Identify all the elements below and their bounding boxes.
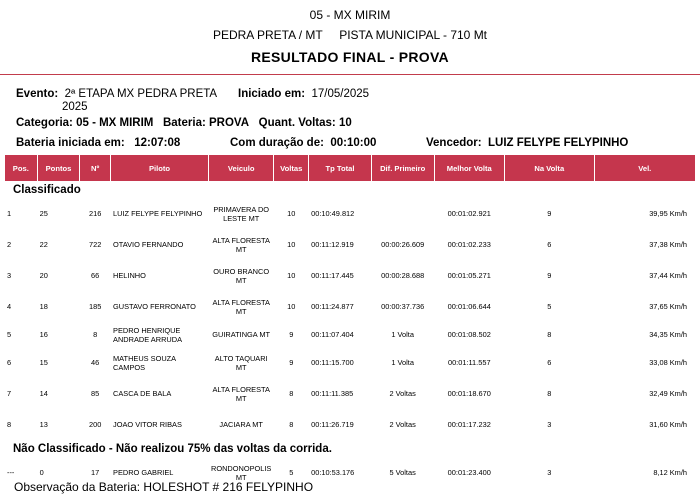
- table-cell: 37,38 Km/h: [649, 240, 687, 249]
- table-cell: 8: [7, 420, 12, 429]
- table-cell: 66: [91, 271, 100, 280]
- table-cell: 18: [39, 302, 48, 311]
- table-cell: OTAVIO FERNANDO: [113, 240, 184, 249]
- voltas-label: Quant. Voltas:: [258, 117, 336, 129]
- column-header: Vel.: [595, 155, 696, 181]
- vencedor-value: LUIZ FELYPE FELYPINHO: [488, 137, 629, 149]
- table-cell: 00:01:06.644: [447, 302, 491, 311]
- table-cell: 00:00:28.688: [381, 271, 425, 280]
- table-cell: 00:00:26.609: [381, 240, 425, 249]
- table-cell: 8: [547, 389, 552, 398]
- table-cell: 00:01:05.271: [447, 271, 491, 280]
- column-header: Dif. Primeiro: [372, 155, 434, 181]
- table-cell: 4: [7, 302, 12, 311]
- table-cell: 8,12 Km/h: [653, 468, 687, 477]
- table-cell: MATHEUS SOUZA CAMPOS: [113, 353, 176, 372]
- table-cell: 39,95 Km/h: [649, 209, 687, 218]
- evento-field: [16, 88, 217, 100]
- column-header: Pos.: [5, 155, 37, 181]
- table-cell: 33,08 Km/h: [649, 358, 687, 367]
- column-header: Na Volta: [505, 155, 593, 181]
- table-cell: 8: [289, 420, 294, 429]
- duracao-label: Com duração de:: [230, 137, 324, 149]
- table-row: [5, 322, 695, 347]
- table-cell: 8: [289, 389, 294, 398]
- table-cell: 2: [7, 240, 12, 249]
- table-cell: 5: [7, 330, 12, 339]
- table-cell: 20: [39, 271, 48, 280]
- bateria-value: PROVA: [209, 117, 250, 129]
- categoria-value: 05 - MX MIRIM: [76, 117, 154, 129]
- table-cell: 10: [287, 302, 296, 311]
- table-cell: [372, 198, 434, 229]
- table-cell: 7: [7, 389, 12, 398]
- column-header: Veiculo: [209, 155, 273, 181]
- table-cell: 1: [7, 209, 12, 218]
- bateria-label: Bateria:: [162, 117, 206, 129]
- evento-label: Evento:: [16, 88, 59, 100]
- table-cell: 5: [547, 302, 552, 311]
- table-row: [5, 260, 695, 291]
- table-cell: 31,60 Km/h: [649, 420, 687, 429]
- evento-value: 2ª ETAPA MX PEDRA PRETA: [64, 88, 218, 100]
- column-header: Piloto: [111, 155, 208, 181]
- table-cell: 00:10:49.812: [311, 209, 355, 218]
- table-cell: 00:01:08.502: [447, 330, 491, 339]
- iniciado-field: [238, 88, 369, 100]
- table-cell: 1 Volta: [391, 330, 414, 339]
- table-cell: 10: [287, 271, 296, 280]
- column-header: Melhor Volta: [435, 155, 505, 181]
- table-cell: ---: [7, 468, 15, 477]
- duracao-field: [230, 137, 376, 149]
- categoria-label: Categoria:: [16, 117, 73, 129]
- table-cell: 10: [287, 209, 296, 218]
- table-cell: HELINHO: [113, 271, 146, 280]
- table-cell: 9: [289, 358, 294, 367]
- table-cell: 8: [547, 330, 552, 339]
- table-cell: 00:00:37.736: [381, 302, 425, 311]
- table-cell: 46: [91, 358, 100, 367]
- table-cell: 00:01:02.233: [447, 240, 491, 249]
- table-cell: 185: [88, 302, 102, 311]
- table-row: [5, 378, 695, 409]
- table-cell: 3: [7, 271, 12, 280]
- location-heading: PEDRA PRETA / MT PISTA MUNICIPAL - 710 Mt: [212, 28, 488, 42]
- vencedor-field: [426, 137, 628, 149]
- table-cell: 37,44 Km/h: [649, 271, 687, 280]
- table-cell: PEDRO GABRIEL: [113, 468, 174, 477]
- duracao-value: 00:10:00: [330, 137, 377, 149]
- voltas-value: 10: [338, 117, 352, 129]
- table-row: [5, 291, 695, 322]
- column-header: Nº: [80, 155, 110, 181]
- table-cell: 00:11:15.700: [311, 358, 354, 367]
- table-cell: 22: [39, 240, 48, 249]
- table-cell: 15: [39, 358, 48, 367]
- table-cell: 5 Voltas: [389, 468, 416, 477]
- table-cell: PRIMAVERA DO LESTE MT: [213, 204, 270, 223]
- section-heading: Classificado: [13, 183, 81, 196]
- table-row: [5, 347, 695, 378]
- table-cell: ALTA FLORESTA MT: [212, 235, 270, 254]
- table-cell: 25: [39, 209, 48, 218]
- iniciado-value: 17/05/2025: [311, 88, 370, 100]
- results-table: [4, 155, 696, 488]
- table-cell: PEDRO HENRIQUE ANDRADE ARRUDA: [113, 325, 183, 344]
- category-heading: 05 - MX MIRIM: [309, 8, 391, 22]
- table-cell: RONDONOPOLIS MT: [211, 463, 272, 482]
- bateria-iniciada-label: Bateria iniciada em:: [16, 137, 125, 149]
- table-cell: 2 Voltas: [389, 420, 416, 429]
- section-row: [5, 440, 695, 457]
- column-header: Voltas: [274, 155, 308, 181]
- section-heading: Não Classificado - Não realizou 75% das voltas da corrida.: [13, 442, 332, 455]
- table-cell: LUIZ FELYPE FELYPINHO: [113, 209, 203, 218]
- table-cell: ALTA FLORESTA MT: [212, 384, 270, 403]
- table-cell: 10: [287, 240, 296, 249]
- table-cell: 14: [39, 389, 48, 398]
- header-row: [5, 155, 695, 181]
- section-row: [5, 181, 695, 198]
- table-cell: 0: [39, 468, 44, 477]
- column-header: Pontos: [38, 155, 80, 181]
- table-cell: 85: [91, 389, 100, 398]
- table-cell: 00:11:12.919: [311, 240, 354, 249]
- table-cell: 16: [39, 330, 48, 339]
- table-cell: 00:01:02.921: [447, 209, 491, 218]
- table-cell: 00:11:07.404: [311, 330, 354, 339]
- table-cell: 32,49 Km/h: [649, 389, 687, 398]
- column-header: Tp Total: [309, 155, 371, 181]
- table-cell: 34,35 Km/h: [649, 330, 687, 339]
- table-cell: GUSTAVO FERRONATO: [113, 302, 196, 311]
- table-cell: 37,65 Km/h: [649, 302, 687, 311]
- table-cell: 00:01:11.557: [447, 358, 491, 367]
- table-cell: 3: [547, 468, 552, 477]
- table-cell: 00:01:17.232: [447, 420, 491, 429]
- table-cell: 6: [547, 240, 552, 249]
- table-cell: 5: [289, 468, 294, 477]
- table-cell: 00:11:11.385: [311, 389, 354, 398]
- table-cell: 13: [39, 420, 48, 429]
- table-cell: 00:01:23.400: [447, 468, 491, 477]
- bateria-iniciada-field: [16, 137, 180, 149]
- table-cell: 2 Voltas: [389, 389, 416, 398]
- bateria-iniciada-value: 12:07:08: [134, 137, 181, 149]
- results-table-header: [5, 155, 695, 181]
- table-cell: 9: [547, 271, 552, 280]
- table-cell: 00:11:24.877: [311, 302, 354, 311]
- table-cell: 1 Volta: [391, 358, 414, 367]
- header-divider: [0, 74, 700, 75]
- table-cell: ALTA FLORESTA MT: [212, 297, 270, 316]
- categoria-field: [16, 117, 352, 129]
- table-row: [5, 409, 695, 440]
- table-cell: GUIRATINGA MT: [212, 330, 271, 339]
- table-cell: 9: [289, 330, 294, 339]
- table-cell: JACIARA MT: [219, 420, 263, 429]
- table-cell: 9: [547, 209, 552, 218]
- table-cell: 6: [547, 358, 552, 367]
- observacao-bateria: Observação da Bateria: HOLESHOT # 216 FELYPINHO: [14, 480, 314, 494]
- results-table-body: [5, 181, 695, 488]
- table-cell: 17: [91, 468, 100, 477]
- table-cell: 00:11:26.719: [311, 420, 354, 429]
- evento-year: 2025: [62, 101, 88, 113]
- table-cell: CASCA DE BALA: [113, 389, 172, 398]
- table-cell: 3: [547, 420, 552, 429]
- table-cell: 722: [88, 240, 102, 249]
- table-cell: 6: [7, 358, 12, 367]
- iniciado-label: Iniciado em:: [238, 88, 306, 100]
- table-cell: JOAO VITOR RIBAS: [113, 420, 182, 429]
- vencedor-label: Vencedor:: [426, 137, 482, 149]
- table-cell: OURO BRANCO MT: [213, 266, 270, 285]
- table-row: [5, 229, 695, 260]
- table-cell: 216: [88, 209, 102, 218]
- table-cell: ALTO TAQUARI MT: [214, 353, 268, 372]
- table-cell: 200: [88, 420, 102, 429]
- page-title: RESULTADO FINAL - PROVA: [251, 49, 449, 65]
- table-cell: 8: [93, 330, 98, 339]
- table-row: [5, 198, 695, 229]
- table-cell: 00:01:18.670: [447, 389, 491, 398]
- table-cell: 00:10:53.176: [311, 468, 355, 477]
- table-cell: 00:11:17.445: [311, 271, 354, 280]
